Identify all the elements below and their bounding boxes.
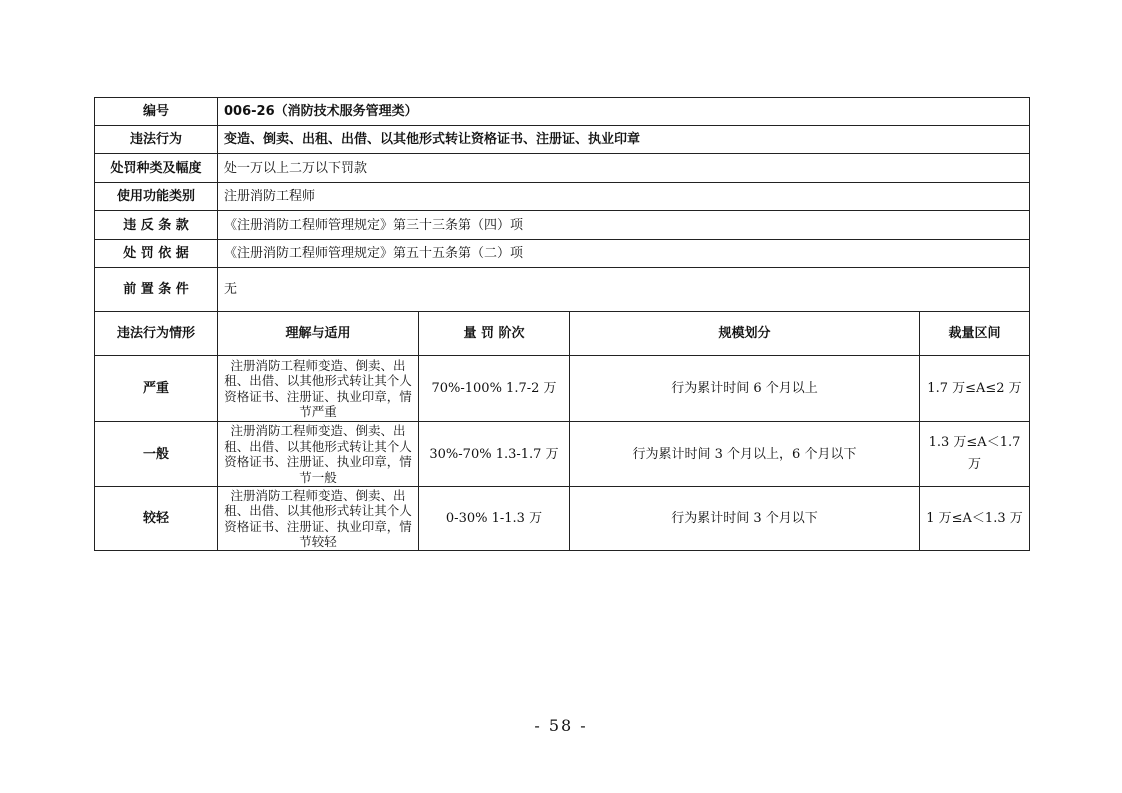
category-label: 使用功能类别 xyxy=(95,183,218,211)
header-range: 裁量区间 xyxy=(920,312,1030,356)
level-cell: 70%-100% 1.7-2 万 xyxy=(419,356,570,422)
basis-value: 《注册消防工程师管理规定》第五十五条第（二）项 xyxy=(218,240,1030,268)
severity-cell: 严重 xyxy=(95,356,218,422)
level-cell: 0-30% 1-1.3 万 xyxy=(419,487,570,551)
table-row xyxy=(95,356,1030,422)
severity-cell: 较轻 xyxy=(95,487,218,551)
range-cell: 1.3 万≤A＜1.7 万 xyxy=(920,422,1030,487)
row-basis xyxy=(95,240,1030,268)
description-cell: 注册消防工程师变造、倒卖、出租、出借、以其他形式转让其个人资格证书、注册证、执业印章，情节一般 xyxy=(218,422,419,487)
level-cell: 30%-70% 1.3-1.7 万 xyxy=(419,422,570,487)
description-cell: 注册消防工程师变造、倒卖、出租、出借、以其他形式转让其个人资格证书、注册证、执业印章，情节较轻 xyxy=(218,487,419,551)
precondition-label: 前 置 条 件 xyxy=(95,268,218,312)
range-cell: 1 万≤A＜1.3 万 xyxy=(920,487,1030,551)
header-scale: 规模划分 xyxy=(570,312,920,356)
violated-clause-value: 《注册消防工程师管理规定》第三十三条第（四）项 xyxy=(218,211,1030,240)
number-value: 006-26（消防技术服务管理类） xyxy=(218,98,1030,126)
scale-cell: 行为累计时间 3 个月以上，6 个月以下 xyxy=(570,422,920,487)
row-penalty-type xyxy=(95,154,1030,183)
row-category xyxy=(95,183,1030,211)
category-value: 注册消防工程师 xyxy=(218,183,1030,211)
penalty-type-label: 处罚种类及幅度 xyxy=(95,154,218,183)
header-penalty-level: 量 罚 阶次 xyxy=(419,312,570,356)
row-violated-clause xyxy=(95,211,1030,240)
penalty-table xyxy=(94,97,1030,551)
grid-header-row xyxy=(95,312,1030,356)
scale-cell: 行为累计时间 6 个月以上 xyxy=(570,356,920,422)
precondition-value: 无 xyxy=(218,268,1030,312)
violated-clause-label: 违 反 条 款 xyxy=(95,211,218,240)
violation-label: 违法行为 xyxy=(95,126,218,154)
description-cell: 注册消防工程师变造、倒卖、出租、出借、以其他形式转让其个人资格证书、注册证、执业印章，情节严重 xyxy=(218,356,419,422)
violation-value: 变造、倒卖、出租、出借、以其他形式转让资格证书、注册证、执业印章 xyxy=(218,126,1030,154)
header-application: 理解与适用 xyxy=(218,312,419,356)
row-number xyxy=(95,98,1030,126)
table-row xyxy=(95,487,1030,551)
basis-label: 处 罚 依 据 xyxy=(95,240,218,268)
scale-cell: 行为累计时间 3 个月以下 xyxy=(570,487,920,551)
row-violation xyxy=(95,126,1030,154)
number-label: 编号 xyxy=(95,98,218,126)
table-row xyxy=(95,422,1030,487)
penalty-type-value: 处一万以上二万以下罚款 xyxy=(218,154,1030,183)
header-situation: 违法行为情形 xyxy=(95,312,218,356)
row-precondition xyxy=(95,268,1030,312)
range-cell: 1.7 万≤A≤2 万 xyxy=(920,356,1030,422)
page-number: - 58 - xyxy=(534,716,588,735)
severity-cell: 一般 xyxy=(95,422,218,487)
